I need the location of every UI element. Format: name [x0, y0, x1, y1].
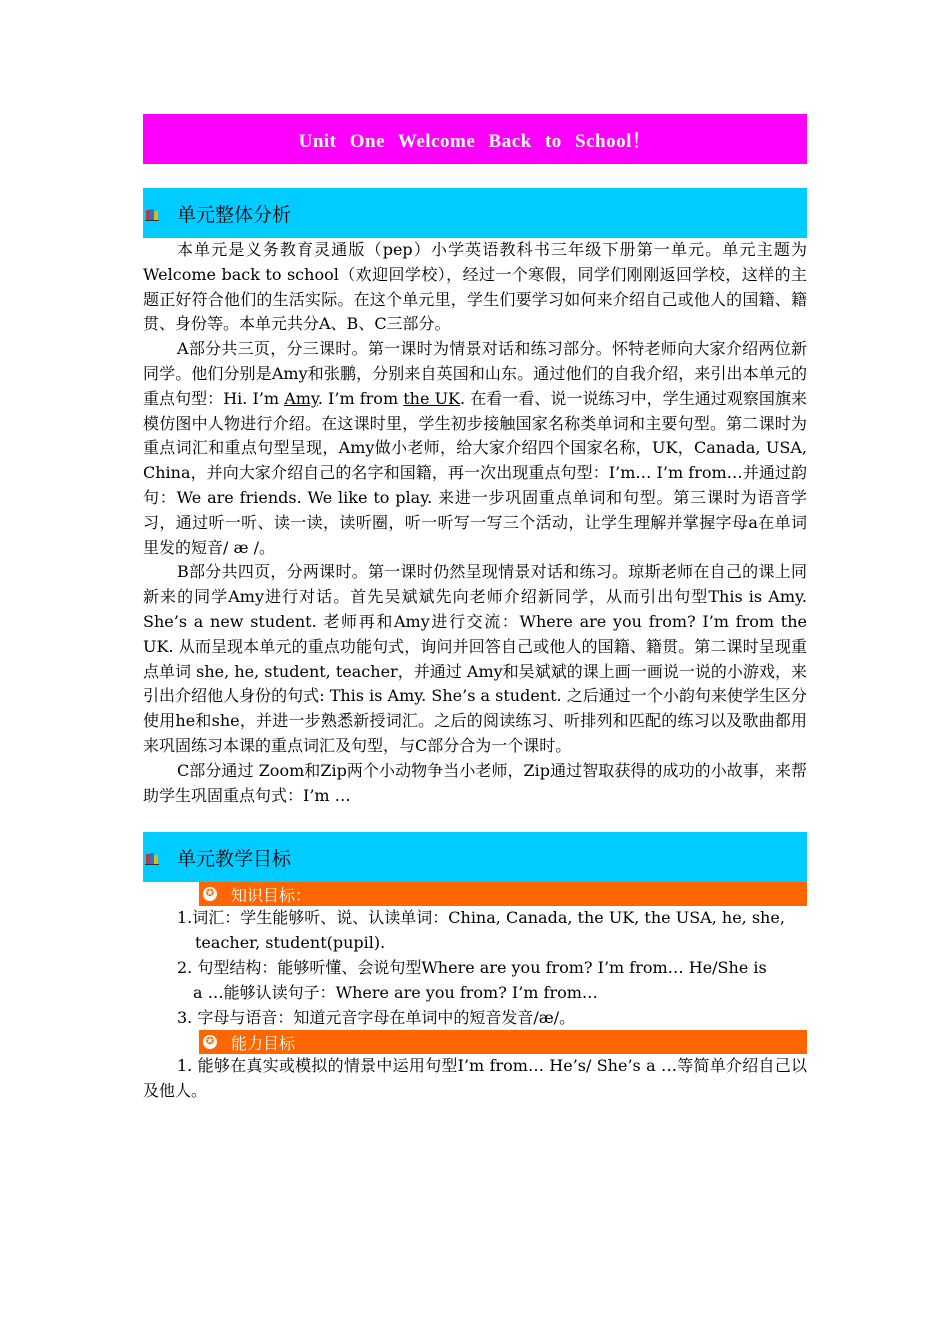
- section-header-goals: [143, 832, 807, 882]
- subsection-title: 知识目标：: [231, 885, 312, 905]
- section-title: 单元整体分析: [177, 203, 292, 226]
- section-title: 单元教学目标: [177, 847, 292, 870]
- star-icon: ✪: [203, 887, 217, 901]
- goal-item: 1. 能够在真实或模拟的情景中运用句型I’m from… He’s/ She’s a …等简单介绍自己以及他人。: [143, 1056, 807, 1101]
- books-icon: [145, 207, 159, 221]
- goal-item-continuation: a …能够认读句子：Where are you from? I’m from…: [193, 982, 598, 1002]
- unit-title: Unit One Welcome Back to School！: [298, 130, 652, 152]
- paragraph: B部分共四页，分两课时。第一课时仍然呈现情景对话和练习。琼斯老师在自己的课上同新来的同学Amy进行对话。首先吴斌斌先向老师介绍新同学，从而引出句型This is Amy. She’s a new student. 老师再和Amy进行交流：Where are you from? I’m from the UK. 从而呈现本单元的重点功能句式，询问并回答自己或他人的国籍、籍贯。第二课时呈现重点单词 she, he, student, teacher，并通过 Amy和吴斌斌的课上画一画说一说的小游戏，来引出介绍他人身份的句式: This is Amy. She’s a student. 之后通过一个小韵句来使学生区分使用he和she，并进一步熟悉新授词汇。之后的阅读练习、听排列和匹配的练习以及歌曲都用来巩固练习本课的重点词汇及句型，与C部分合为一个课时。: [143, 562, 807, 755]
- text-span: . 在看一看、说一说练习中，学生通过观察国旗来模仿图中人物进行介绍。在这课时里，学生初步接触国家名称类单词和主要句型。第二课时为重点词汇和重点句型呈现，Amy做小老师，给大家介绍四个国家名称，UK，Canada, USA, China，并向大家介绍自己的名字和国籍，再一次出现重点句型：I’m… I’m from…并通过韵句：We are friends. We like to play. 来进一步巩固重点单词和句型。第三课时为语音学习，通过听一听、读一读，读听圈，听一听写一写三个活动，让学生理解并掌握字母a在单词里发的短音/ æ /。: [143, 388, 807, 557]
- subsection-title: 能力目标: [231, 1033, 296, 1053]
- text-span: A部分共三页，分三课时。第一课时为情景对话和练习部分。怀特老师向大家介绍两位新同学。他们分别是Amy和张鹏，分别来自英国和山东。通过他们的自我介绍，来引出本单元的重点句型：Hi. I’m: [143, 339, 807, 408]
- paragraph: 本单元是义务教育灵通版（pep）小学英语教科书三年级下册第一单元。单元主题为Welcome back to school（欢迎回学校），经过一个寒假，同学们刚刚返回学校，这样的主题正好符合他们的生活实际。在这个单元里，学生们要学习如何来介绍自己或他人的国籍、籍贯、身份等。本单元共分A、B、C三部分。: [143, 240, 807, 334]
- knowledge-goals: [143, 906, 807, 1030]
- document-page: [143, 114, 807, 1104]
- ability-goals: [143, 1054, 807, 1104]
- knowledge-goals-bar: [199, 882, 807, 906]
- text-span: . I’m from: [317, 388, 404, 408]
- underlined-text: Amy: [284, 388, 318, 408]
- goal-item-continuation: teacher, student(pupil).: [195, 933, 386, 953]
- star-icon: ✪: [203, 1035, 217, 1049]
- section-header-analysis: [143, 188, 807, 238]
- goal-item: 1.词汇：学生能够听、说、认读单词：China, Canada, the UK, the USA, he, she,: [177, 908, 785, 928]
- paragraph: [143, 337, 807, 560]
- goal-item: 2. 句型结构：能够听懂、会说句型Where are you from? I’m from… He/She is: [177, 957, 767, 977]
- ability-goals-bar: [199, 1030, 807, 1054]
- books-icon: [145, 851, 159, 865]
- analysis-body: [143, 238, 807, 808]
- underlined-text: the UK: [403, 388, 461, 408]
- unit-title-banner: [143, 114, 807, 164]
- goal-item: 3. 字母与语音：知道元音字母在单词中的短音发音/æ/。: [177, 1007, 576, 1027]
- paragraph: C部分通过 Zoom和Zip两个小动物争当小老师，Zip通过智取获得的成功的小故事，来帮助学生巩固重点句式：I’m …: [143, 760, 807, 805]
